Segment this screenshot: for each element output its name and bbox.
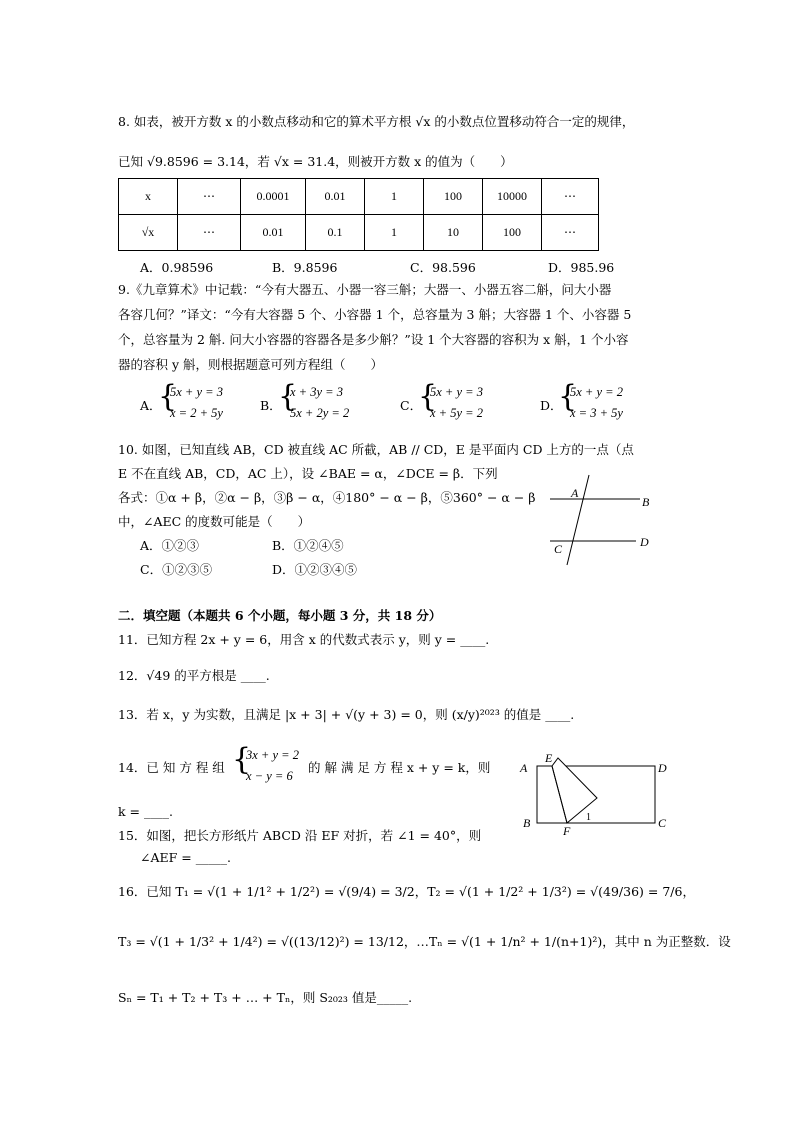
q16-line1: 16．已知 T₁ = √(1 + 1/1² + 1/2²) = √(9/4) = 3/2，T₂ = √(1 + 1/2² + 1/3²) = √(49/36) = 7/6， bbox=[118, 884, 695, 899]
q9-option-c-label: C． bbox=[400, 398, 423, 413]
table-cell: 0.01 bbox=[241, 215, 306, 251]
q9-option-b-label: B． bbox=[260, 398, 282, 413]
q14-eq1: 3x + y = 2 bbox=[246, 748, 299, 762]
table-cell: 1 bbox=[365, 215, 424, 251]
table-cell: 1 bbox=[365, 179, 424, 215]
q9-a-eq2: x = 2 + 5y bbox=[170, 406, 223, 420]
q9-b-eq2: 5x + 2y = 2 bbox=[290, 406, 350, 420]
label-b: B bbox=[523, 816, 531, 830]
q8-option-d: D．985.96 bbox=[548, 260, 615, 275]
q14-eq2: x − y = 6 bbox=[246, 769, 293, 783]
q9-c-eq2: x + 5y = 2 bbox=[430, 406, 483, 420]
q16-line3: Sₙ = T₁ + T₂ + T₃ + … + Tₙ，则 S₂₀₂₃ 值是_____. bbox=[118, 990, 413, 1005]
q9-line3: 个，总容量为 2 斛. 问大小容器的容器各是多少斛？”设 1 个大容器的容积为 x 斛，1 个小容 bbox=[118, 332, 629, 347]
q12-text: 12．√49 的平方根是 ____. bbox=[118, 668, 270, 683]
q14-line2: k = ____. bbox=[118, 804, 173, 819]
table-cell: ⋯ bbox=[542, 179, 599, 215]
label-e: E bbox=[545, 751, 553, 765]
label-d: D bbox=[658, 761, 667, 775]
brace-icon: { bbox=[278, 379, 298, 414]
table-cell: 0.0001 bbox=[241, 179, 306, 215]
q9-option-d-label: D． bbox=[540, 398, 563, 413]
q10-option-c: C．①②③⑤ bbox=[140, 562, 213, 577]
q11-text: 11．已知方程 2x + y = 6，用含 x 的代数式表示 y，则 y = ____. bbox=[118, 632, 490, 647]
table-cell: ⋯ bbox=[178, 179, 241, 215]
table-cell: 10 bbox=[424, 215, 483, 251]
q9-line1: 9.《九章算术》中记载：“今有大器五、小器一容三斛；大器一、小器五容二斛，问大小器 bbox=[118, 282, 612, 297]
label-b: B bbox=[642, 495, 650, 509]
q10-line2: E 不在直线 AB，CD，AC 上），设 ∠BAE = α，∠DCE = β．下列 bbox=[118, 466, 498, 481]
q8-option-c: C．98.596 bbox=[410, 260, 476, 275]
q10-line1: 10. 如图，已知直线 AB，CD 被直线 AC 所截，AB // CD，E 是平面内 CD 上方的一点（点 bbox=[118, 442, 634, 457]
q10-option-b: B．①②④⑤ bbox=[272, 538, 344, 553]
label-f: F bbox=[563, 824, 571, 838]
label-a: A bbox=[571, 486, 579, 500]
table-cell: 100 bbox=[424, 179, 483, 215]
table-cell: ⋯ bbox=[542, 215, 599, 251]
label-a: A bbox=[520, 761, 528, 775]
brace-icon: { bbox=[232, 742, 252, 777]
q10-line4: 中，∠AEC 的度数可能是（ ） bbox=[118, 514, 311, 529]
table-cell: ⋯ bbox=[178, 215, 241, 251]
label-c: C bbox=[658, 816, 667, 830]
table-cell: 0.1 bbox=[306, 215, 365, 251]
q14-suffix: 的 解 满 足 方 程 x + y = k，则 bbox=[308, 760, 491, 775]
table-cell: 100 bbox=[483, 215, 542, 251]
q9-option-a-label: A． bbox=[140, 398, 162, 413]
q10-option-a: A．①②③ bbox=[140, 538, 200, 553]
q8-line1: 8. 如表，被开方数 x 的小数点移动和它的算术平方根 √x 的小数点位置移动符合一定的规律， bbox=[118, 114, 635, 129]
q9-d-eq2: x = 3 + 5y bbox=[570, 406, 623, 420]
q13-text: 13．若 x，y 为实数，且满足 |x + 3| + √(y + 3) = 0，则 (x/y)²⁰²³ 的值是 ____. bbox=[118, 707, 575, 722]
angle-1-label: 1 bbox=[586, 812, 591, 823]
table-cell: x bbox=[119, 179, 178, 215]
q15-line1: 15．如图，把长方形纸片 ABCD 沿 EF 对折，若 ∠1 = 40°，则 bbox=[118, 828, 482, 843]
q8-line2: 已知 √9.8596 = 3.14，若 √x = 31.4，则被开方数 x 的值为（ ） bbox=[118, 154, 513, 169]
brace-icon: { bbox=[418, 379, 438, 414]
q9-a-eq1: 5x + y = 3 bbox=[170, 385, 223, 399]
brace-icon: { bbox=[158, 379, 178, 414]
table-row bbox=[119, 215, 599, 251]
q9-b-eq1: x + 3y = 3 bbox=[290, 385, 343, 399]
table-cell: 10000 bbox=[483, 179, 542, 215]
brace-icon: { bbox=[558, 379, 578, 414]
q8-option-b: B．9.8596 bbox=[272, 260, 338, 275]
q15-line2: ∠AEF = _____. bbox=[140, 850, 231, 865]
q10-option-d: D．①②③④⑤ bbox=[272, 562, 358, 577]
table-row bbox=[119, 179, 599, 215]
section-title: 二．填空题（本题共 6 个小题，每小题 3 分，共 18 分） bbox=[118, 608, 442, 623]
q9-d-eq1: 5x + y = 2 bbox=[570, 385, 623, 399]
q9-line4: 器的容积 y 斛，则根据题意可列方程组（ ） bbox=[118, 357, 384, 372]
table-cell: √x bbox=[119, 215, 178, 251]
q8-option-a: A．0.98596 bbox=[140, 260, 214, 275]
q8-table bbox=[118, 178, 599, 251]
q14-prefix: 14．已 知 方 程 组 bbox=[118, 760, 225, 775]
q10-line3: 各式：①α + β，②α − β，③β − α，④180° − α − β，⑤360° − α − β bbox=[118, 490, 536, 505]
q9-line2: 各容几何？”译文：“今有大容器 5 个、小容器 1 个，总容量为 3 斛；大容器 1 个、小容器 5 bbox=[118, 307, 632, 322]
parallel-lines-figure bbox=[540, 470, 670, 570]
label-d: D bbox=[640, 535, 649, 549]
folded-rectangle-figure bbox=[515, 748, 665, 838]
q9-c-eq1: 5x + y = 3 bbox=[430, 385, 483, 399]
q16-line2: T₃ = √(1 + 1/3² + 1/4²) = √((13/12)²) = 13/12，…Tₙ = √(1 + 1/n² + 1/(n+1)²)，其中 n 为正整数．设 bbox=[118, 934, 731, 949]
label-c: C bbox=[554, 542, 563, 556]
table-cell: 0.01 bbox=[306, 179, 365, 215]
